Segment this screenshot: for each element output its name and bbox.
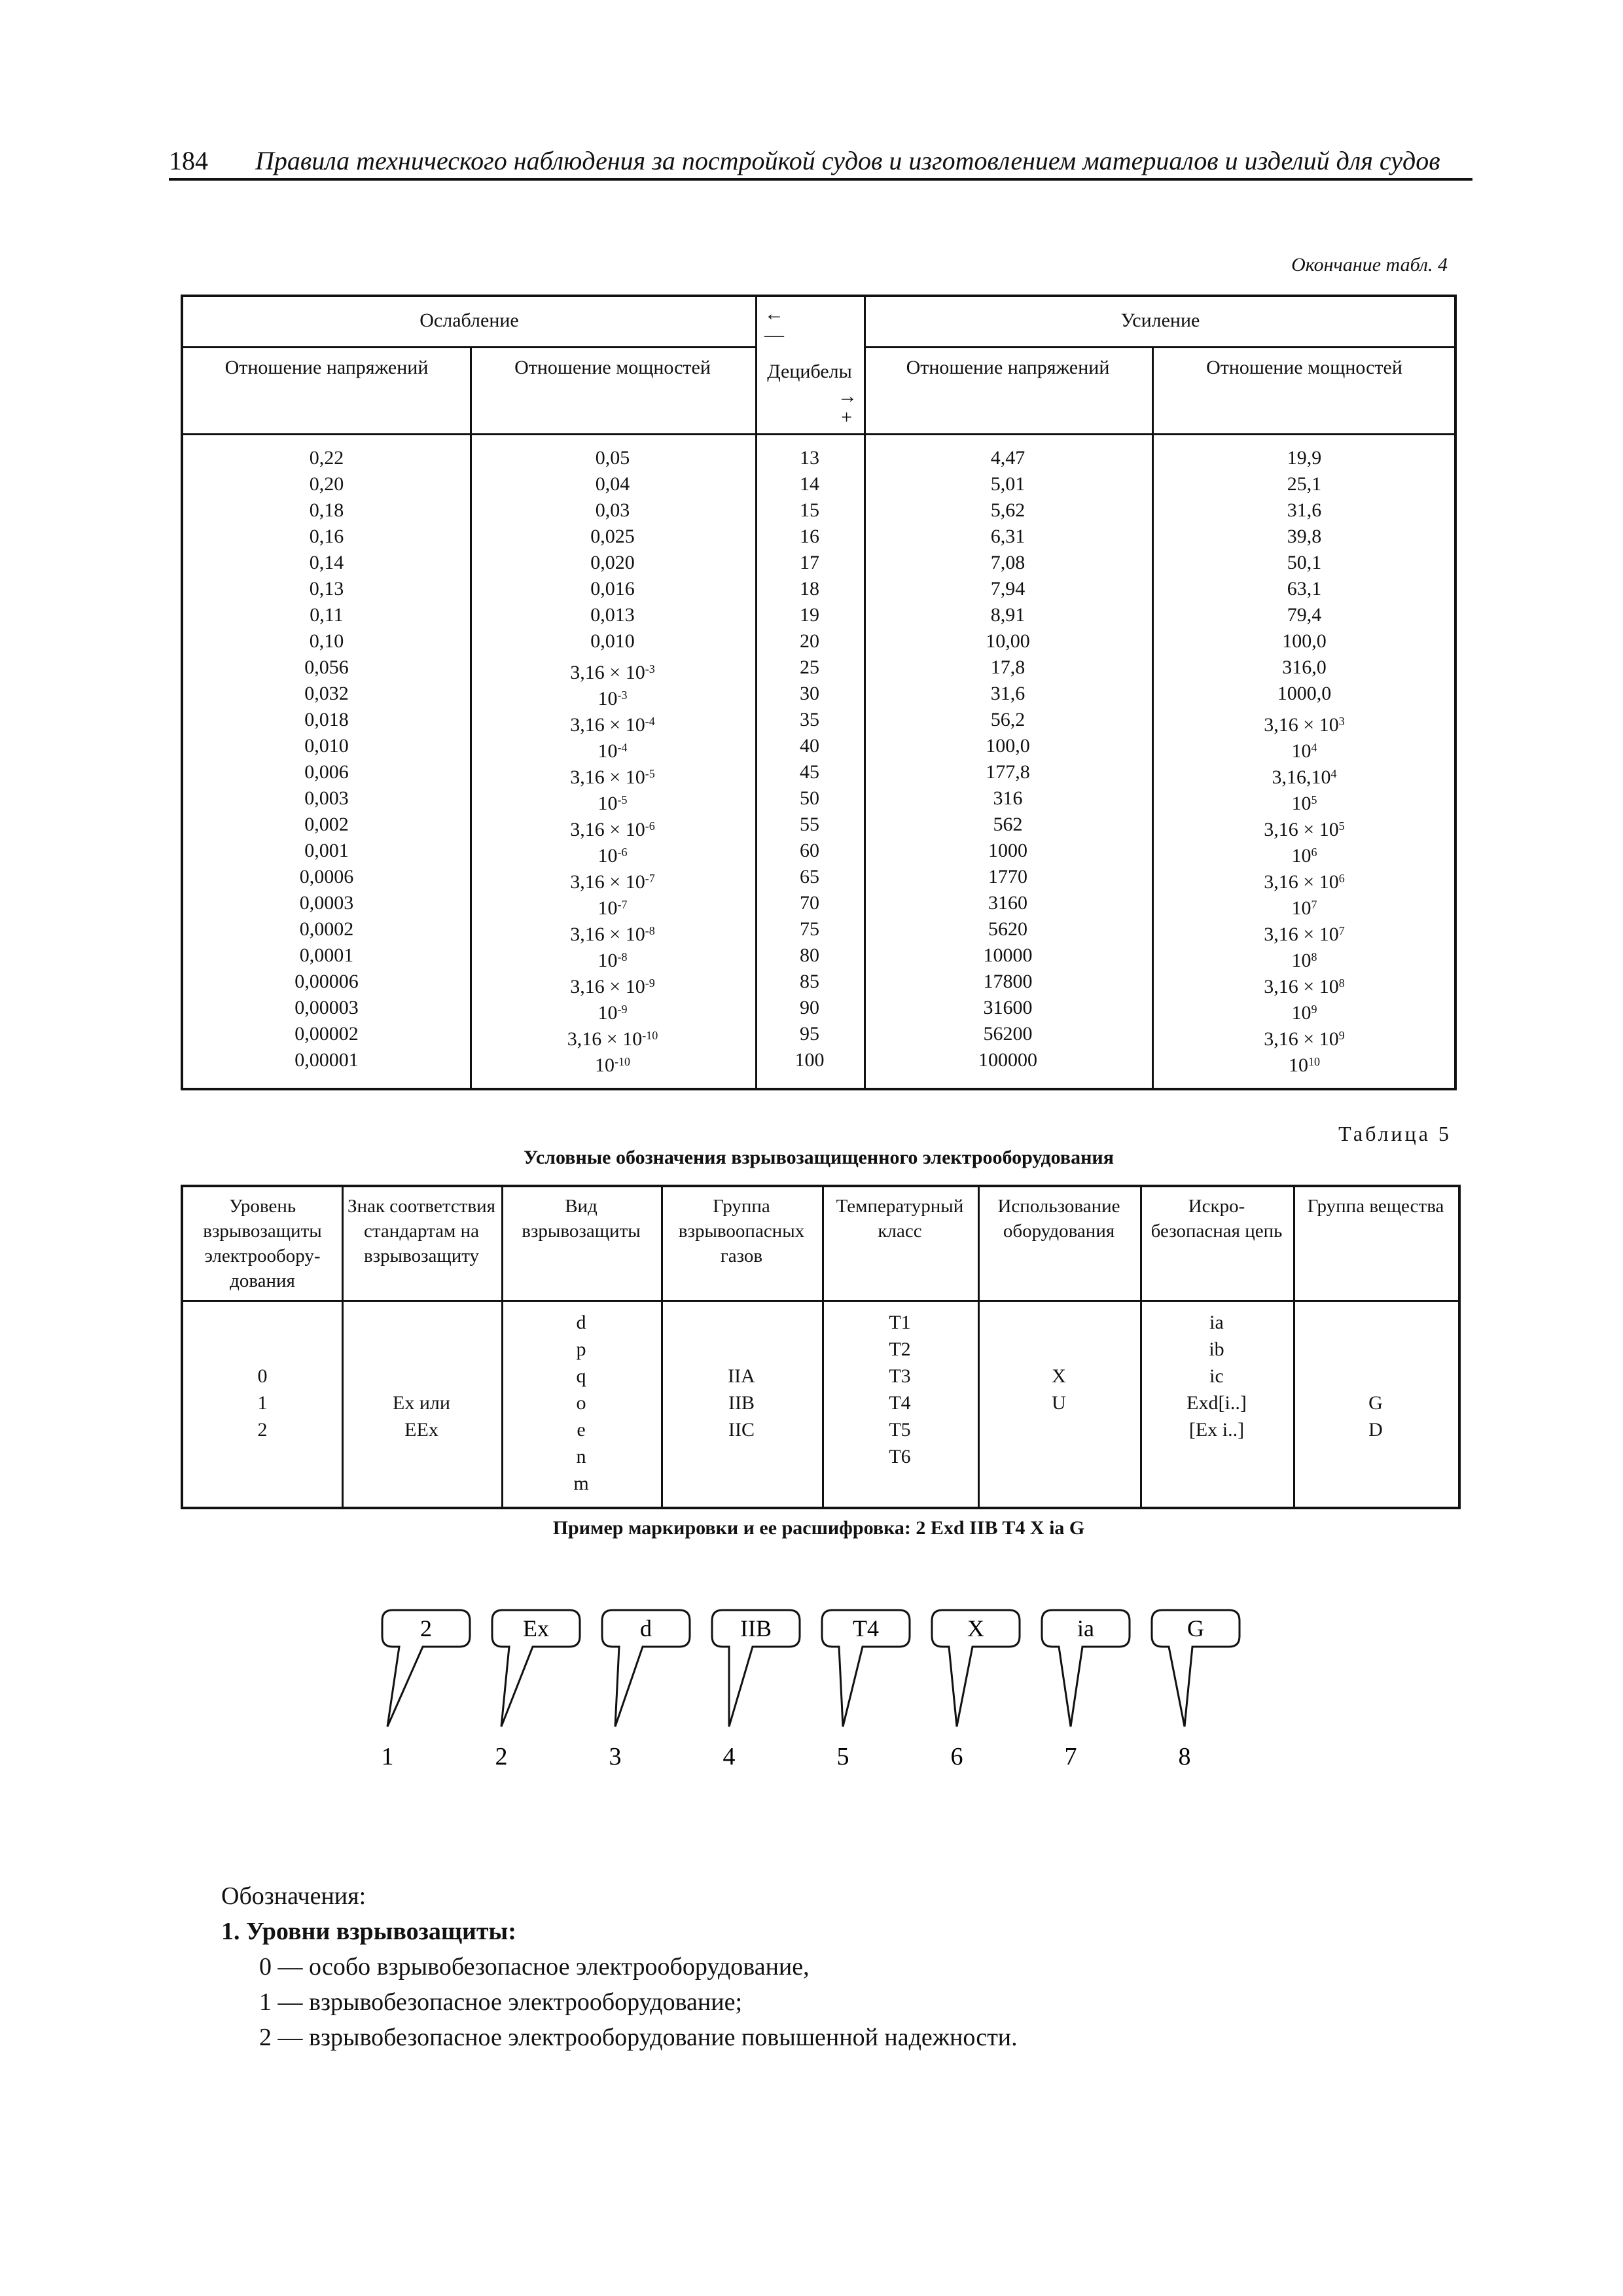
- callout-number: 3: [609, 1743, 622, 1770]
- table-cell: [Ex i..]: [1188, 1419, 1245, 1441]
- table-cell: Ex или: [393, 1392, 450, 1414]
- callout-label: ia: [1077, 1615, 1094, 1641]
- table-cell: 56,2: [990, 709, 1026, 730]
- table-cell: $3,16 \times 10^{-5}$: [570, 766, 655, 788]
- table-cell: [1140, 1470, 1293, 1497]
- table-cell: 0,16: [309, 526, 344, 547]
- table-cell: $10^{-5}$: [597, 793, 628, 814]
- table-cell: [1293, 1443, 1458, 1470]
- callout-label: X: [967, 1615, 984, 1641]
- table-cell: 2: [257, 1419, 268, 1441]
- table-cell: [822, 1470, 978, 1497]
- table-cell: 85: [800, 971, 819, 992]
- table-cell: 45: [800, 761, 819, 783]
- table-cell: 100000: [978, 1049, 1037, 1071]
- marking-callout: [492, 1610, 580, 1770]
- table-cell: 0,0001: [299, 944, 354, 966]
- column-att-power: [470, 445, 755, 1076]
- table-cell: $10^{-9}$: [597, 1002, 628, 1024]
- table-cell: 17: [800, 552, 819, 573]
- table-cell: [342, 1336, 501, 1363]
- table-cell: [183, 1443, 342, 1470]
- callout-number: 4: [722, 1743, 736, 1770]
- table-cell: 75: [800, 918, 819, 940]
- table-cell: q: [576, 1365, 586, 1387]
- table-cell: p: [576, 1338, 586, 1360]
- table-cell: IIA: [728, 1365, 755, 1387]
- callout-label: T4: [853, 1615, 879, 1641]
- table-cell: 0,006: [304, 761, 349, 783]
- callout-label: IIB: [740, 1615, 772, 1641]
- table-cell: D: [1368, 1419, 1383, 1441]
- table-cell: 90: [800, 997, 819, 1018]
- table-cell: 0,001: [304, 840, 349, 861]
- table-cell: $3,16 \times 10^{-3}$: [570, 662, 655, 683]
- table-cell: [1293, 1336, 1458, 1363]
- legend-heading: Обозначения:: [221, 1882, 366, 1910]
- table-cell: 55: [800, 814, 819, 835]
- table-cell: 1000: [988, 840, 1027, 861]
- marking-callout: [712, 1610, 800, 1770]
- table-cell: [1140, 1443, 1293, 1470]
- table-cell: [1293, 1363, 1458, 1390]
- table-cell: 31,6: [1287, 499, 1322, 521]
- marking-callout: [932, 1610, 1020, 1770]
- table-cell: $10^8$: [1291, 950, 1317, 971]
- table-cell: 19,9: [1287, 447, 1322, 469]
- table-cell: e: [577, 1419, 586, 1441]
- column-gain-voltage: [864, 445, 1152, 1073]
- table-cell: T5: [889, 1419, 911, 1441]
- table-cell: d: [576, 1312, 586, 1333]
- table-cell: 20: [800, 630, 819, 652]
- table-cell: 0,0002: [299, 918, 354, 940]
- table-cell: 0,22: [309, 447, 344, 469]
- table-cell: 0,11: [310, 604, 344, 626]
- table-cell: $3,16 \times 10^{-8}$: [570, 924, 655, 945]
- column-decibels: [755, 445, 864, 1073]
- table-cell: 0,010: [304, 735, 349, 757]
- table-cell: 17800: [983, 971, 1033, 992]
- column-header: Уровень взрывозащиты электрообору- дования: [203, 1196, 322, 1291]
- table-cell: $3,16 \times 10^7$: [1264, 924, 1345, 945]
- table-cell: 0,03: [595, 499, 630, 521]
- table-cell: 100,0: [1282, 630, 1327, 652]
- table-cell: T3: [889, 1365, 911, 1387]
- table-cell: U: [1052, 1392, 1066, 1414]
- callout-label: Ex: [523, 1615, 549, 1641]
- running-header: [169, 145, 1472, 181]
- table-cell: 3160: [988, 892, 1027, 914]
- table-cell: [1293, 1309, 1458, 1336]
- table-cell: 562: [993, 814, 1023, 835]
- plus-sign: +: [841, 406, 852, 428]
- table-cell: $3,16 \times 10^{-4}$: [570, 714, 655, 736]
- table-cell: G: [1368, 1392, 1383, 1414]
- table-cell: 0,10: [309, 630, 344, 652]
- table-rule: [183, 433, 1454, 435]
- table-cell: $3,16 \times 10^9$: [1264, 1028, 1345, 1050]
- legend-item: 0 — особо взрывобезопасное электрооборудование,: [259, 1953, 810, 1981]
- marking-callout: [1042, 1610, 1130, 1770]
- table-cell: 50: [800, 787, 819, 809]
- table-cell: [183, 1470, 342, 1497]
- table-continuation-note: Окончание табл. 4: [1291, 254, 1448, 276]
- table-column: [1293, 1309, 1458, 1497]
- table-cell: $3,16 \times 10^5$: [1264, 819, 1345, 840]
- table-cell: $10^{-7}$: [597, 897, 628, 919]
- table-column: [1140, 1309, 1293, 1497]
- table-cell: 25: [800, 656, 819, 678]
- table-cell: IIB: [728, 1392, 755, 1414]
- table-cell: $10^{10}$: [1289, 1054, 1320, 1076]
- table-cell: ic: [1209, 1365, 1224, 1387]
- table-cell: $10^{-6}$: [597, 845, 628, 867]
- table-cell: ib: [1209, 1338, 1224, 1360]
- table-cell: $10^5$: [1291, 793, 1317, 814]
- col-header-decibels: Децибелы: [767, 361, 852, 382]
- table-cell: 1770: [988, 866, 1027, 888]
- table-cell: [978, 1336, 1140, 1363]
- table-cell: o: [576, 1392, 586, 1414]
- table-cell: 0,056: [304, 656, 349, 678]
- table-cell: 5620: [988, 918, 1027, 940]
- callout-label: d: [640, 1615, 652, 1641]
- table-cell: [342, 1443, 501, 1470]
- table-label: Таблица 5: [1338, 1122, 1452, 1145]
- table-cell: $10^{-8}$: [597, 950, 628, 971]
- table-cell: 65: [800, 866, 819, 888]
- column-header: Искро- безопасная цепь: [1150, 1196, 1283, 1242]
- table-cell: 31600: [983, 997, 1033, 1018]
- table-cell: Exd[i..]: [1186, 1392, 1247, 1414]
- table-cell: 0,00003: [294, 997, 359, 1018]
- table-cell: T2: [889, 1338, 911, 1360]
- table-column: [661, 1309, 822, 1497]
- table-cell: 50,1: [1287, 552, 1322, 573]
- table-cell: [978, 1443, 1140, 1470]
- table-column: [978, 1309, 1140, 1497]
- column-header: Использование оборудования: [997, 1196, 1120, 1242]
- table-cell: $3,16 \times 10^6$: [1264, 871, 1345, 893]
- table-column: [501, 1309, 661, 1497]
- table-column: [183, 1309, 342, 1497]
- table-cell: [978, 1416, 1140, 1443]
- table-cell: X: [1052, 1365, 1066, 1387]
- table-cell: 8,91: [990, 604, 1026, 626]
- table-rule: [183, 1300, 1458, 1302]
- marking-callout: [822, 1610, 910, 1770]
- table-cell: 56200: [983, 1023, 1033, 1045]
- table-cell: 7,08: [990, 552, 1026, 573]
- column-header: Знак соответствия стандартам на взрывозащиту: [348, 1196, 495, 1266]
- table-cell: 0,00006: [294, 971, 359, 992]
- table-cell: 39,8: [1287, 526, 1322, 547]
- table-cell: 10000: [983, 944, 1033, 966]
- running-title: Правила технического наблюдения за постройкой судов и изготовлением материалов и изделий для судов: [255, 146, 1440, 175]
- table-cell: 63,1: [1287, 578, 1322, 600]
- col-header-voltage-ratio: Отношение напряжений: [906, 357, 1110, 378]
- callout-label: G: [1187, 1615, 1204, 1641]
- callout-number: 6: [950, 1743, 963, 1770]
- table-cell: 7,94: [990, 578, 1026, 600]
- table-cell: 0,00001: [294, 1049, 359, 1071]
- table-cell: 6,31: [990, 526, 1026, 547]
- marking-callout: [382, 1610, 471, 1770]
- table-cell: 5,62: [990, 499, 1026, 521]
- table-cell: 35: [800, 709, 819, 730]
- callout-number: 7: [1064, 1743, 1077, 1770]
- table-cell: 31,6: [990, 683, 1026, 704]
- table-cell: T6: [889, 1446, 911, 1467]
- table-cell: $10^{-3}$: [597, 688, 628, 709]
- page-number: 184: [169, 146, 208, 175]
- callout-number: 1: [381, 1743, 394, 1770]
- table-cell: 0,018: [304, 709, 349, 730]
- table-cell: [342, 1309, 501, 1336]
- table-cell: 0,016: [590, 578, 635, 600]
- table-cell: 13: [800, 447, 819, 469]
- table-cell: 95: [800, 1023, 819, 1045]
- table-cell: 70: [800, 892, 819, 914]
- table-cell: $3,16 \times 10^{-6}$: [570, 819, 655, 840]
- table-cell: 0,003: [304, 787, 349, 809]
- table-cell: [183, 1309, 342, 1336]
- table-cell: [661, 1309, 822, 1336]
- group-header-gain: Усиление: [1120, 310, 1200, 331]
- legend: [221, 1878, 1018, 2055]
- table-cell: $10^6$: [1291, 845, 1317, 867]
- table-cell: $3,16 \times 10^{-7}$: [570, 871, 655, 893]
- table-cell: IIC: [728, 1419, 755, 1441]
- table-cell: 3,16,10$^4$: [1272, 766, 1337, 788]
- callout-number: 2: [495, 1743, 508, 1770]
- table-cell: 0,13: [309, 578, 344, 600]
- decibel-table: [181, 295, 1457, 1090]
- table-cell: ia: [1209, 1312, 1224, 1333]
- callout-label: 2: [420, 1615, 432, 1641]
- column-gain-power: [1152, 445, 1457, 1076]
- table-rule: [864, 346, 1454, 348]
- table-cell: 316: [993, 787, 1023, 809]
- callout-number: 8: [1178, 1743, 1191, 1770]
- table-cell: 4,47: [990, 447, 1026, 469]
- arrow-left-icon: ←: [764, 303, 784, 325]
- table-cell: 0,010: [590, 630, 635, 652]
- table-rule: [183, 346, 755, 348]
- table-cell: 60: [800, 840, 819, 861]
- marking-callout: [602, 1610, 690, 1770]
- table-cell: 0,20: [309, 473, 344, 495]
- table-cell: EEx: [404, 1419, 438, 1441]
- table-cell: 316,0: [1282, 656, 1327, 678]
- table-cell: [978, 1309, 1140, 1336]
- table-cell: $10^7$: [1291, 897, 1317, 919]
- table-cell: [661, 1336, 822, 1363]
- table-cell: $3,16 \times 10^{-10}$: [567, 1028, 658, 1050]
- table-cell: 0,14: [309, 552, 344, 573]
- table-cell: 14: [800, 473, 819, 495]
- table-cell: 25,1: [1287, 473, 1322, 495]
- table-cell: 17,8: [990, 656, 1026, 678]
- table-cell: 0,002: [304, 814, 349, 835]
- callout-number: 5: [836, 1743, 849, 1770]
- table-cell: 1000,0: [1277, 683, 1332, 704]
- table-cell: 0,00002: [294, 1023, 359, 1045]
- table-cell: $10^{-4}$: [597, 740, 628, 762]
- table-cell: [183, 1336, 342, 1363]
- column-header: Группа вещества: [1307, 1196, 1444, 1217]
- column-header: Температурный класс: [836, 1196, 964, 1242]
- table-cell: 10,00: [986, 630, 1030, 652]
- table-cell: [1293, 1470, 1458, 1497]
- table-cell: 0,04: [595, 473, 630, 495]
- table-cell: 80: [800, 944, 819, 966]
- group-header-attenuation: Ослабление: [419, 310, 519, 331]
- table-cell: T4: [889, 1392, 911, 1414]
- table-cell: [342, 1470, 501, 1497]
- table-cell: [661, 1443, 822, 1470]
- table-cell: 0: [257, 1365, 268, 1387]
- table-cell: 0,020: [590, 552, 635, 573]
- col-header-voltage-ratio: Отношение напряжений: [224, 357, 429, 378]
- table-cell: T1: [889, 1312, 911, 1333]
- table-cell: $10^4$: [1291, 740, 1317, 762]
- arrow-right-icon: →: [838, 386, 857, 407]
- table-cell: 0,032: [304, 683, 349, 704]
- table-cell: n: [576, 1446, 586, 1467]
- table-cell: 18: [800, 578, 819, 600]
- table-cell: $3,16 \times 10^8$: [1264, 976, 1345, 997]
- table-cell: 19: [800, 604, 819, 626]
- table-cell: [661, 1470, 822, 1497]
- marking-diagram: [366, 1597, 1309, 1793]
- table-cell: 177,8: [986, 761, 1030, 783]
- column-header: Вид взрывозащиты: [522, 1196, 641, 1242]
- col-header-power-ratio: Отношение мощностей: [1206, 357, 1402, 378]
- table-cell: $3,16 \times 10^3$: [1264, 714, 1345, 736]
- table-cell: $10^9$: [1291, 1002, 1317, 1024]
- col-header-power-ratio: Отношение мощностей: [514, 357, 711, 378]
- table-cell: 79,4: [1287, 604, 1322, 626]
- table-cell: 5,01: [990, 473, 1026, 495]
- column-header: Группа взрывоопасных газов: [678, 1196, 805, 1266]
- legend-item: 2 — взрывобезопасное электрооборудование повышенной надежности.: [259, 2024, 1018, 2051]
- table-cell: [978, 1470, 1140, 1497]
- table-cell: $3,16 \times 10^{-9}$: [570, 976, 655, 997]
- minus-sign: —: [764, 324, 784, 346]
- table-cell: $10^{-10}$: [595, 1054, 630, 1076]
- table-cell: 100,0: [986, 735, 1030, 757]
- table-cell: 0,05: [595, 447, 630, 469]
- marking-example: Пример маркировки и ее расшифровка: 2 Exd IIB T4 X ia G: [552, 1517, 1085, 1539]
- table-cell: 0,18: [309, 499, 344, 521]
- table-cell: 0,0006: [299, 866, 354, 888]
- table-cell: 30: [800, 683, 819, 704]
- column-att-voltage: [183, 445, 470, 1073]
- table-cell: m: [573, 1473, 589, 1494]
- table-cell: 16: [800, 526, 819, 547]
- table-title: Условные обозначения взрывозащищенного электрооборудования: [524, 1147, 1114, 1168]
- table-cell: 40: [800, 735, 819, 757]
- table-column: [822, 1309, 978, 1497]
- table-cell: 1: [257, 1392, 268, 1414]
- legend-section-title: 1. Уровни взрывозащиты:: [221, 1918, 516, 1945]
- legend-item: 1 — взрывобезопасное электрооборудование;: [259, 1988, 743, 2016]
- table-cell: 0,0003: [299, 892, 354, 914]
- table-cell: 100: [794, 1049, 825, 1071]
- table-cell: [342, 1363, 501, 1390]
- table-cell: 0,013: [590, 604, 635, 626]
- table-column: [342, 1309, 501, 1497]
- explosion-protection-table: [181, 1185, 1461, 1509]
- marking-callout: [1152, 1610, 1240, 1770]
- table-cell: 15: [800, 499, 819, 521]
- table-cell: 0,025: [590, 526, 635, 547]
